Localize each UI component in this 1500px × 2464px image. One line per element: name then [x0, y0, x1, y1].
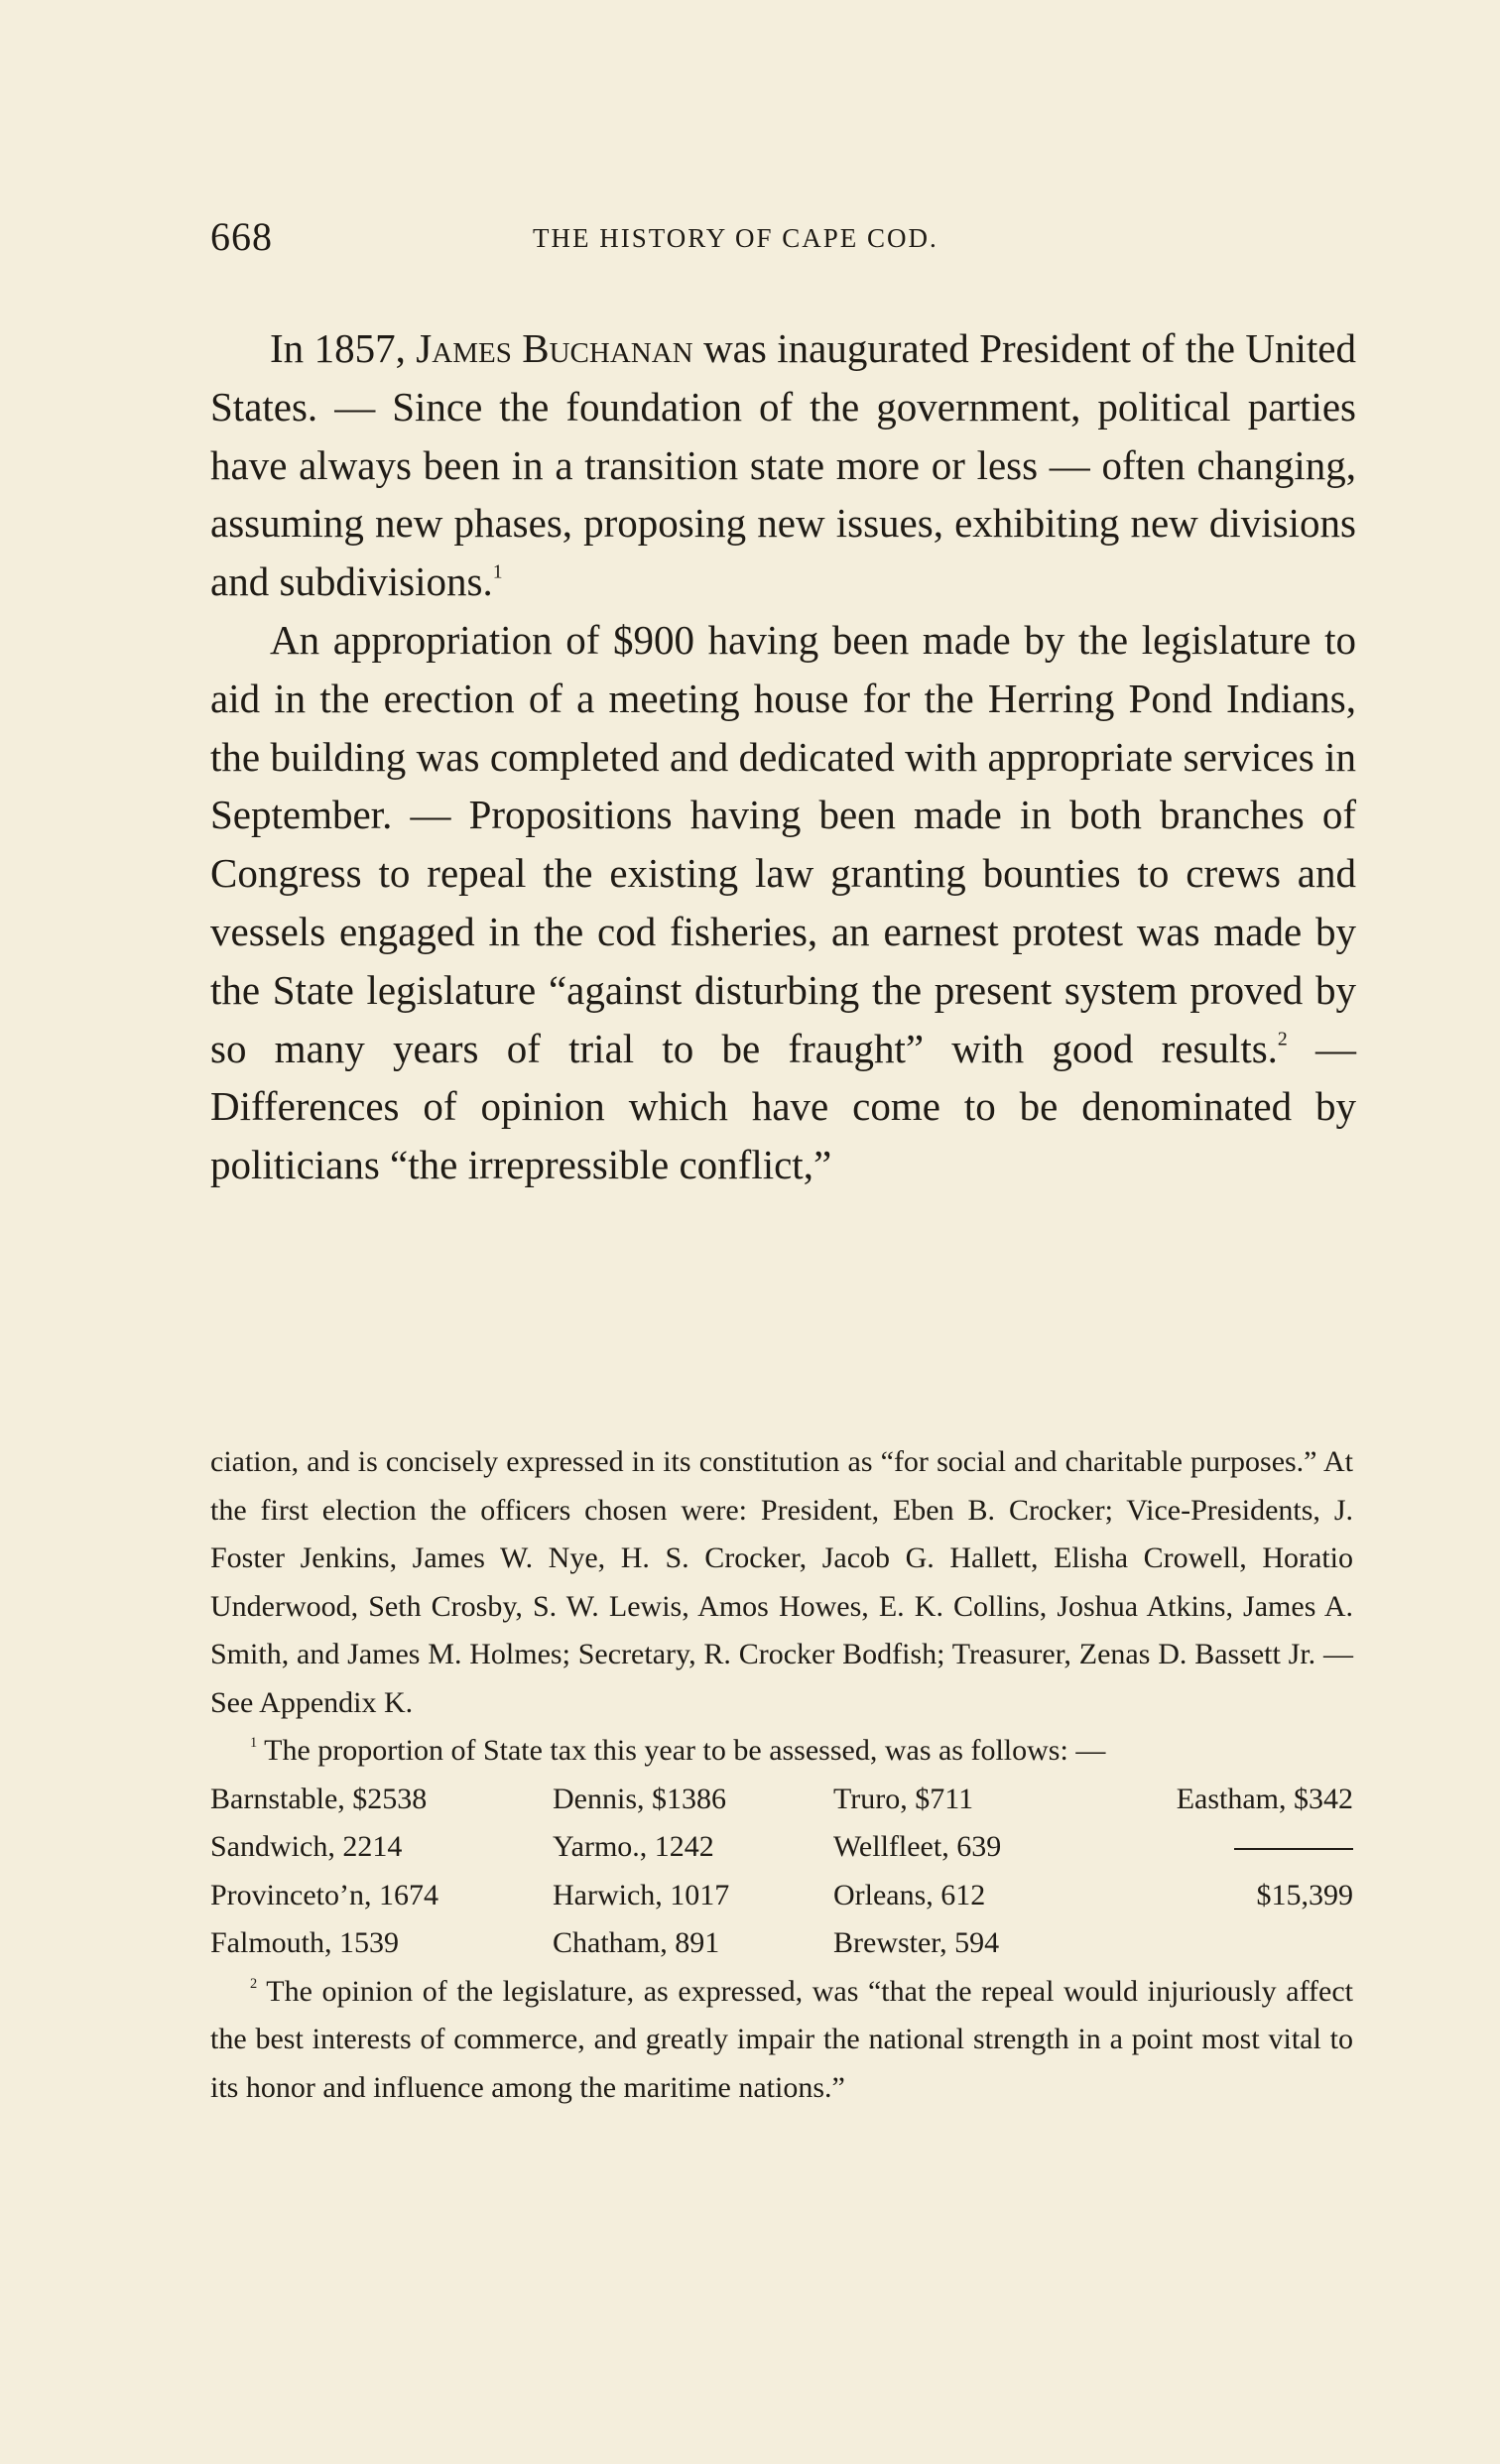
footnote-marker: 2 [250, 1975, 258, 1992]
table-row [210, 1872, 1353, 1920]
paragraph-text: was inaugurated President of the United States. — Since the foundation of the government, political parties have always been in a transition state more or less — often changing, assuming new phases, proposing new issues, exhibiting new divisions and subdivisions. [210, 325, 1357, 605]
table-cell: Dennis, $1386 [553, 1782, 726, 1815]
table-total: $15,399 [1256, 1878, 1353, 1911]
footnote-ref: 2 [1277, 1027, 1288, 1049]
footnotes [210, 1438, 1353, 2112]
table-cell: Sandwich, 2214 [210, 1830, 403, 1863]
footnote-text: The opinion of the legislature, as expressed, was “that the repeal would injuriously affect the best interests of commerce, and greatly impair the national strength in a point most vital to its honor and influence among the maritime nations.” [210, 1974, 1353, 2104]
table-cell [1101, 1919, 1353, 1968]
table-cell: Yarmo., 1242 [553, 1830, 714, 1863]
paragraph-1857 [210, 319, 1356, 611]
table-cell: Eastham, $342 [1176, 1782, 1353, 1815]
footnote-ref: 1 [492, 560, 503, 583]
table-cell: Falmouth, 1539 [210, 1926, 400, 1959]
table-cell: Chatham, 891 [553, 1926, 720, 1959]
table-cell: Brewster, 594 [833, 1926, 1000, 1959]
table-row [210, 1919, 1353, 1968]
running-title: THE HISTORY OF CAPE COD. [533, 223, 938, 253]
table-cell: Orleans, 612 [833, 1878, 986, 1911]
state-tax-table [210, 1776, 1353, 1968]
sum-rule [1234, 1848, 1353, 1850]
footnote-continued: ciation, and is concisely expressed in its constitution as “for social and charitable purposes.” At the first election the officers chosen were: President, Eben B. Crocker; Vice-Presidents, J. Foster Jenkins, James W. Nye, H. S. Crocker, Jacob G. Hallett, Elisha Crowell, Horatio Underwood, Seth Crosby, S. W. Lewis, Amos Howes, E. K. Collins, Joshua Atkins, James A. Smith, and James M. Holmes; Secretary, R. Crocker Bodfish; Treasurer, Zenas D. Bassett Jr. — See Appendix K. [210, 1445, 1353, 1719]
table-cell: Provinceto’n, 1674 [210, 1878, 438, 1911]
table-row [210, 1823, 1353, 1872]
footnote-text: The proportion of State tax this year to be assessed, was as follows: — [257, 1734, 1106, 1767]
footnote-1 [210, 1727, 1353, 1776]
table-cell: Truro, $711 [833, 1782, 974, 1815]
main-text [210, 319, 1356, 1194]
paragraph-appropriation [210, 611, 1356, 1194]
table-cell: Harwich, 1017 [553, 1878, 730, 1911]
table-row [210, 1776, 1353, 1824]
paragraph-text: — Differences of opinion which have come to be denominated by politicians “the irrepressible conflict,” [210, 1025, 1356, 1188]
footnote-2 [210, 1968, 1353, 2113]
paragraph-text: An appropriation of $900 having been made by the legislature to aid in the erection of a meeting house for the Herring Pond Indians, the building was completed and dedicated with appropriate services in September. — Propositions having been made in both branches of Congress to repeal the existing law granting bounties to crews and vessels engaged in the cod fisheries, an earnest protest was made by the State legislature “against disturbing the present system proved by so many years of trial to be fraught” with good results. [210, 616, 1356, 1071]
paragraph-text: In 1857, [270, 325, 417, 371]
person-name: James Buchanan [416, 325, 693, 371]
table-cell: Barnstable, $2538 [210, 1782, 428, 1815]
footnote-marker: 1 [250, 1735, 258, 1752]
table-cell: Wellfleet, 639 [833, 1830, 1002, 1863]
running-head [210, 213, 1351, 263]
total-rule-cell [1101, 1823, 1353, 1872]
page-number: 668 [210, 214, 273, 259]
